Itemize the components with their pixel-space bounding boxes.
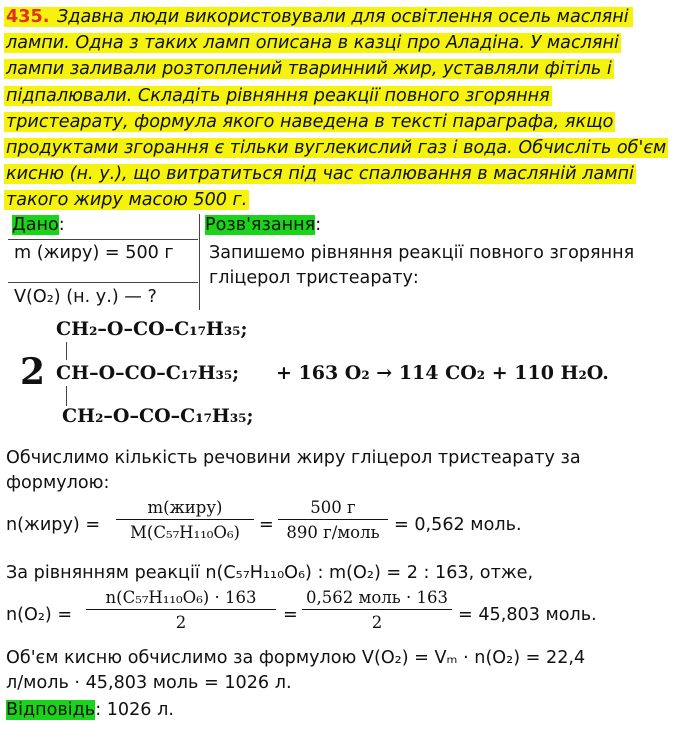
fraction-numerator: 0,562 моль · 163 xyxy=(306,588,448,607)
calc-intro: формулою: xyxy=(6,473,110,493)
answer-value: 1026 л. xyxy=(101,700,174,720)
task-line: такого жиру масою 500 г. xyxy=(6,190,248,211)
find-value: V(O₂) (н. у.) — ? xyxy=(14,287,157,307)
structure-bond xyxy=(66,386,67,406)
fraction-numerator: n(C₅₇H₁₁₀O₆) · 163 xyxy=(105,588,257,607)
fraction-bar xyxy=(86,609,276,610)
equals-sign: = xyxy=(259,515,274,535)
formula-result: = 0,562 моль. xyxy=(394,515,522,535)
structure-row: CH₂–O–CO–C₁₇H₃₅; xyxy=(62,405,254,427)
structure-row: CH₂–O–CO–C₁₇H₃₅; xyxy=(56,318,248,340)
ratio-statement: За рівнянням реакції n(C₅₇H₁₁₀O₆) : m(O₂) = 2 : 163, отже, xyxy=(6,563,534,583)
equation-products: + 163 O₂ → 114 CO₂ + 110 H₂O. xyxy=(276,362,609,384)
table-divider xyxy=(199,214,200,310)
fraction-denominator: 890 г/моль xyxy=(286,523,380,542)
fraction-denominator: 2 xyxy=(175,613,187,632)
fraction-ratio xyxy=(86,588,276,632)
task-line: тристеарату, формула якого наведена в тексті параграфа, якщо xyxy=(6,111,614,132)
task-line: лампи заливали розтоплений тваринний жир, уставляли фітіль і xyxy=(6,59,612,80)
task-line: кисню (н. у.), що витратиться під час спалювання в масляній лампі xyxy=(6,164,634,185)
fraction-bar xyxy=(302,609,452,610)
given-mass: m (жиру) = 500 г xyxy=(14,243,174,263)
fraction-values xyxy=(302,588,452,632)
solution-line: Запишемо рівняння реакції повного згоряння xyxy=(209,243,635,263)
task-line: підпалювали. Складіть рівняння реакції повного згоряння xyxy=(6,85,550,106)
fraction-values xyxy=(278,498,388,542)
table-top-rule xyxy=(8,239,198,240)
volume-line: л/моль · 45,803 моль = 1026 л. xyxy=(6,673,292,693)
answer: Відповідь: 1026 л. xyxy=(6,700,174,720)
equals-sign: = xyxy=(283,605,298,625)
fraction-numerator: m(жиру) xyxy=(147,498,223,517)
formula-result: = 45,803 моль. xyxy=(458,605,597,625)
structure-row: CH–O–CO–C₁₇H₃₅; xyxy=(56,362,240,384)
fraction-molar xyxy=(116,498,254,542)
given-separator xyxy=(8,282,198,283)
fraction-denominator: M(C₅₇H₁₁₀O₆) xyxy=(130,523,240,542)
equation-coefficient: 2 xyxy=(20,351,46,393)
task-line: лампи. Одна з таких ламп описана в казці про Аладіна. У масляні xyxy=(6,33,619,54)
fraction-denominator: 2 xyxy=(371,613,383,632)
fraction-bar xyxy=(278,519,388,520)
task-statement xyxy=(4,4,676,214)
volume-line: Об'єм кисню обчислимо за формулою V(O₂) = Vₘ · n(O₂) = 22,4 xyxy=(6,648,586,668)
fraction-bar xyxy=(116,519,254,520)
formula-lhs: n(O₂) = xyxy=(6,605,73,625)
task-line: продуктами згорання є тільки вуглекислий газ і вода. Обчисліть об'єм xyxy=(6,138,667,159)
fraction-numerator: 500 г xyxy=(310,498,356,517)
task-number: 435. xyxy=(6,7,50,27)
given-heading: Дано: xyxy=(12,215,65,235)
calc-intro: Обчислимо кількість речовини жиру гліцерол тристеарату за xyxy=(6,448,581,468)
formula-lhs: n(жиру) = xyxy=(6,515,101,535)
task-line: 435. Здавна люди використовували для освітлення осель масляні xyxy=(4,4,676,30)
solution-line: гліцерол тристеарату: xyxy=(209,268,419,288)
structure-bond xyxy=(66,342,67,360)
solution-heading: Розв'язання: xyxy=(205,215,322,235)
answer-label: Відповідь xyxy=(6,700,96,720)
